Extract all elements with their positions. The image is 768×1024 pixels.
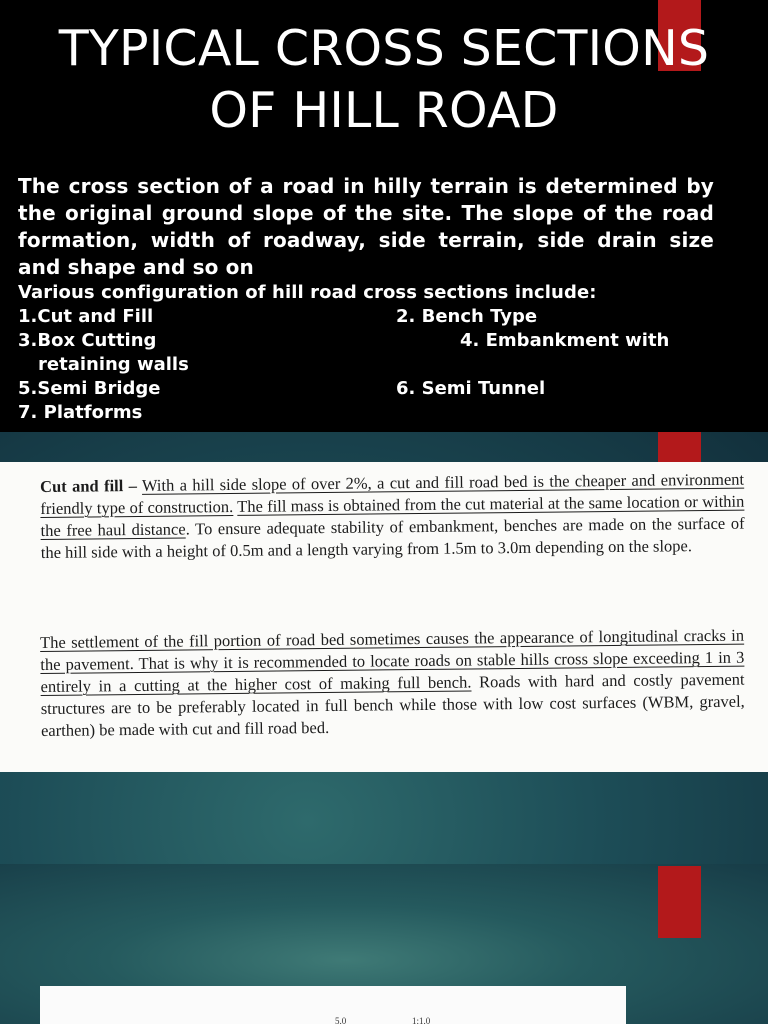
title-line-1: TYPICAL CROSS SECTIONS (58, 20, 710, 77)
list-item: 6. Semi Tunnel (396, 378, 546, 399)
list-item: retaining walls (38, 354, 189, 375)
figure-label: 5.0 (335, 1016, 347, 1024)
list-item: 7. Platforms (18, 402, 143, 423)
underlined-text: The fill mass is obtained from the cut material at the same location or within the free haul distance (40, 491, 745, 540)
configuration-heading: Various configuration of hill road cross sections include: (18, 282, 597, 303)
paragraph-text: . To ensure adequate stability of embankment, benches are made on the surface of the hill side with a height of 0.5m and a length varying from 1.5m to 3.0m depending on the slope. (40, 513, 745, 562)
underlined-text: With a hill side slope of over 2%, a cut and fill road bed is the cheaper and environment friendly type of construction. (40, 469, 745, 518)
cross-section-drawing (40, 986, 626, 1024)
configuration-list (18, 305, 714, 449)
intro-paragraph: The cross section of a road in hilly terrain is determined by the original ground slope of the site. The slope of the road formation, width of roadway, side terrain, side drain size and shape and so on (18, 174, 714, 279)
slide-title (0, 18, 768, 142)
settlement-paragraph (40, 625, 745, 742)
list-item: 5.Semi Bridge (18, 378, 161, 399)
list-item: 3.Box Cutting (18, 330, 157, 351)
paragraph-lead: Cut and fill – (40, 475, 137, 496)
list-item: 4. Embankment with (460, 330, 670, 351)
slide-cut-and-fill (0, 432, 768, 864)
figure-label: 1:1.0 (412, 1016, 431, 1024)
list-item: 1.Cut and Fill (18, 306, 154, 327)
slide-cross-section-figure (0, 864, 768, 1024)
slide-body (18, 173, 714, 449)
underlined-text: The settlement of the fill portion of road bed sometimes causes the appearance of longitudinal cracks in the pavement. That is why it is recommended to locate roads on stable hills cross slope exceeding 1 in 3 entirely in a cutting at the higher cost of making full bench. (40, 625, 745, 696)
title-line-2: OF HILL ROAD (209, 82, 559, 139)
list-item: 2. Bench Type (396, 306, 538, 327)
paragraph-text: Roads with hard and costly pavement structures are to be preferably located in full bench while those with low cost surfaces (WBM, gravel, earthen) be made with cut and fill road bed. (40, 669, 745, 740)
slide-title-overview (0, 0, 768, 432)
accent-bar (658, 432, 701, 462)
cut-and-fill-paragraph (40, 469, 745, 564)
accent-bar (658, 866, 701, 938)
scanned-text-image (0, 462, 768, 772)
